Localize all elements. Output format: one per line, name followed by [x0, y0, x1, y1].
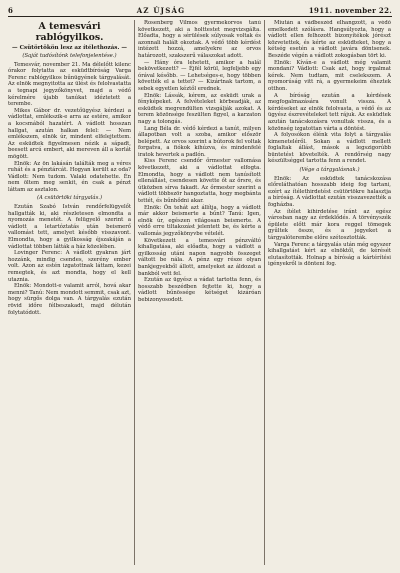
paragraph: Elnök: Mondott-e valamit arról, hová akar menni? Tanú: Nem mondott semmit, csak azt, hogy sürgős dolga van. A tárgyalás ezután rövid időre félbeszakadt, majd délután folytatódott. [8, 283, 131, 316]
paragraph: A folyosókon élénk vita folyt a tárgyalás kimeneteléről. Sokan a vádlott mellett foglaltak állást, mások a legszigorúbb büntetést követelték. A rendőrség nagy készültséggel tartotta fenn a rendet. [268, 132, 391, 165]
article-title: A temesvári rablógyilkos. [35, 21, 104, 43]
paragraph: Lovinger Ferenc: A vádlott gyakran járt hozzánk, mindig csendes, szerény ember volt. Azon az estén izgatottnak láttam, kezei remegtek, és azt mondta, hogy el kell utaznia. [8, 250, 131, 283]
paragraph: Az ítélet kihirdetése iránt az egész városban nagy az érdeklődés. A törvényszék épülete előtt már kora reggel tömegek gyűltek össze, és a jegyeket a tárgyalóterembe előre szétosztották. [268, 208, 391, 241]
paragraph: Ezután az ügyész a vádat tartotta fenn, és hosszabb beszédben fejtette ki, hogy a vádlott bűnössége kétséget kizáróan bebizonyosodott. [138, 277, 261, 303]
paragraph: Elnök: Az ön lakásán találták meg a véres ruhát és a pénztárcát. Hogyan került az oda? Vádlott: Nem tudom. Valaki odatehette. Én nem öltem meg senkit, én csak a pénzt láttam az asztalon. [8, 160, 131, 193]
header-rule [8, 16, 392, 17]
article-subtitle: — Csütörtökön lesz az ítélethozás. — [12, 45, 127, 51]
article-source: (Saját tudósítónk telefonjelentése.) [22, 53, 117, 59]
page-number: 6 [8, 5, 14, 15]
paragraph: Elnök: Az esküdtek tanácskozása előreláthatóan hosszabb ideig fog tartani, ezért az ítélethirdetést csütörtökre halasztja a bíróság. A vádlottat ezután visszavezették a fogházba. [268, 175, 391, 209]
paragraph: — Hány óra lehetett, amikor a halál bekövetkezett? — Éjfél körül, legfeljebb egy órával később. — Lehetséges-e, hogy többen követték el a tettet? — Kizártnak tartom, a sebek egyetlen kéztől erednek. [138, 59, 261, 92]
paragraph: Miután a vádbeszéd elhangzott, a védő emelkedett szólásra. Hangsúlyozta, hogy a vádlott ellen felhozott bizonyítékok jórészt közvetettek, és kérte az esküdteket, hogy a kétség esetén a vádlott javára döntsenek. Beszéde végén a vádlott zokogásban tört ki. [268, 20, 391, 59]
column-3 [268, 20, 391, 565]
newspaper-title: AZ ÚJSÁG [136, 5, 186, 15]
article-end-mark: (Vége a tárgyalásnak.) [299, 167, 360, 174]
section-heading: (A csütörtöki tárgyalás.) [36, 195, 103, 202]
paragraph: Ezután Szabó István rendőrfelügyelőt hallgatták ki, aki részletesen elmondta a nyomozás menetét. A felügyelő szerint a vádlott a letartóztatás után beismerő vallomást tett, amelyet később visszavont. Elmondta, hogy a gyilkosság éjszakáján a vádlottat többen látták a ház közelében. [8, 204, 131, 250]
paragraph: Elnök: Kíván-e a vádlott még valamit mondani? Vádlott: Csak azt, hogy irgalmat kérek. Nem tudtam, mit cselekszem. A nyomorúság vitt rá, a gyermekeim éheztek otthon. [268, 59, 391, 92]
paragraph: Lang Béla dr. védő kérdezi a tanút, milyen állapotban volt a szoba, amikor először belépett. Az orvos szerint a bútorok fel voltak forgatva, a fiókok kihúzva, és mindenfelé iratok hevertek a padlón. [138, 125, 261, 158]
column-divider [134, 20, 135, 565]
paragraph: Következett a temesvári pénzváltó kihallgatása, aki előadta, hogy a vádlott a gyilkosság utáni napon nagyobb összeget váltott be nála. A pénz egy része olyan bankjegyekből állott, amelyeket az áldozat a bankból vett fel. [138, 237, 261, 277]
issue-date: 1911. november 22. [308, 5, 392, 15]
paragraph: Elnök: Lássák, kérem, az esküdt urak a fényképeket. A felvételeket körbeadják, az esküdtek megrendülten vizsgálják azokat. A terem közönsége feszülten figyel, a karzaton nagy a tolongás. [138, 92, 261, 125]
paragraph: Elnök: Ön tehát azt állítja, hogy a vádlott már akkor beismerte a bűnt? Tanú: Igen, elnök úr, egészen világosan beismerte. A védő erre tiltakozást jelentett be, és kérte a vallomás jegyzőkönyvbe vételét. [138, 204, 261, 237]
paragraph: Kiss Ferenc csendőr őrmester vallomása következett, aki a vádlottat elfogta. Elmondta, hogy a vádlott nem tanúsított ellenállást, csendesen követte őt az őrsre, és útközben sírva fakadt. Az őrmester szerint a vádlott többször hangoztatta, hogy megbánta tettét, és bűnhődni akar. [138, 158, 261, 205]
column-divider [264, 20, 265, 565]
paragraph: Mikes Gábor dr. vezetőügyész kérdezi a vádlottat, emlékszik-e arra az estére, amikor a kocsmából hazatért. A vádlott hosszan hallgat, azután halkan felel: — Nem emlékszem, elnök úr, mindent elfelejtettem. Az esküdtek figyelmesen nézik a sápadt, beesett arcú embert, aki mereven áll a korlát mögött. [8, 107, 131, 160]
paragraph: Varga Ferenc a tárgyalás után még egyszer kihallgatást kért az elnöktől, de kérését elutasították. Holnap a bíróság a kártérítési igényekről is dönteni fog. [268, 241, 391, 268]
paragraph: A bíróság ezután a kérdések megfogalmazására vonult vissza. A kérdéseket az elnök felolvasta, a védő és az ügyész észrevételeket tett rájuk. Az esküdtek azután tanácskozásra vonultak vissza, és a közönség izgatottan várta a döntést. [268, 92, 391, 132]
paragraph: Temesvár, november 21. Ma délelőtt kilenc órakor folytatta az esküdtbíróság Varga Ferenc rablógyilkos bűnügyének tárgyalását. Az elnök megnyitotta az ülést és felolvastatta a tegnapi jegyzőkönyvet, majd a védő kérelmére újabb tanúkat idéztetett a terembe. [8, 61, 131, 108]
column-1 [8, 20, 131, 565]
page-header [8, 4, 392, 16]
paragraph: Rosenberg Vilmos gyermekorvos tanú következett, aki a holttestet megvizsgálta. Előadta, hogy a sérülések súlyosak voltak és azonnali halált okoztak. A védő több kérdést intézett hozzá, amelyekre az orvos határozott, szakszerű válaszokat adott. [138, 20, 261, 59]
column-2 [138, 20, 261, 565]
